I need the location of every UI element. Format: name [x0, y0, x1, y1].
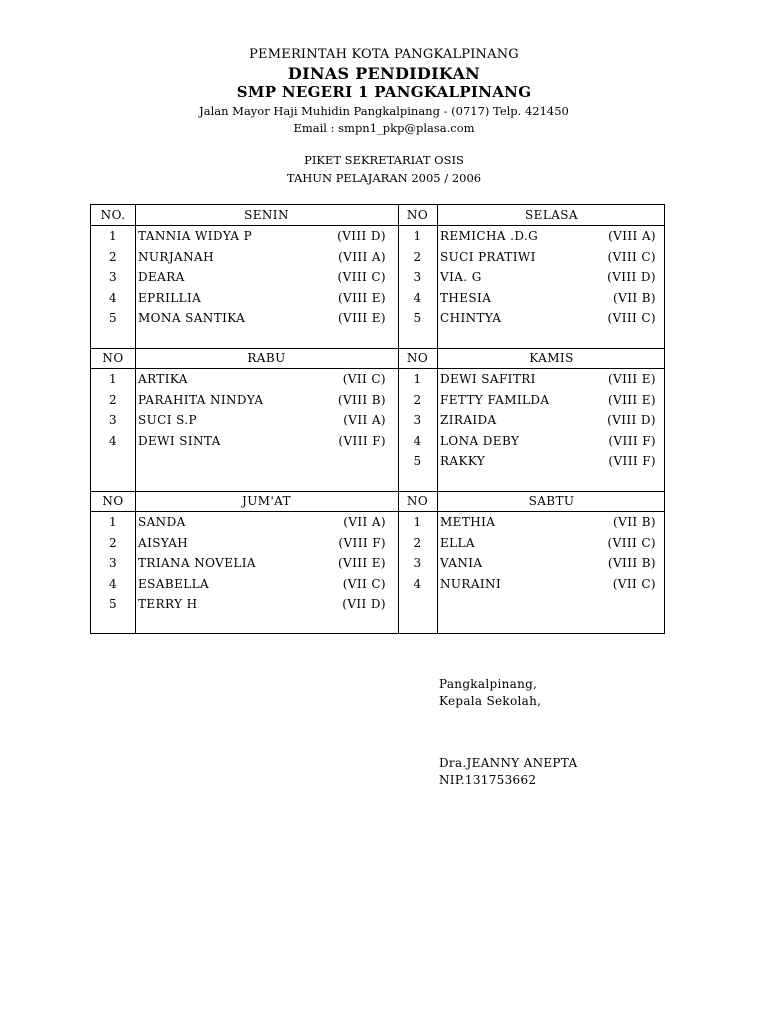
row-number: 2 — [108, 249, 118, 264]
student-class: (VIII F) — [608, 454, 656, 468]
student-class: (VIII F) — [338, 433, 386, 448]
student-class: (VIII E) — [607, 372, 656, 386]
day-header-selasa: SELASA — [525, 208, 578, 222]
student-class: (VIII C) — [337, 270, 386, 284]
student-class: (VIII B) — [607, 556, 656, 570]
government-name: PEMERINTAH KOTA PANGKALPINANG — [249, 47, 519, 62]
day-header-rabu: RABU — [247, 351, 286, 365]
duty-schedule-table — [90, 204, 665, 634]
row-number: 5 — [413, 311, 422, 325]
student-name: AISYAH — [138, 535, 189, 550]
row-number: 2 — [413, 392, 422, 407]
student-class: (VIII F) — [608, 433, 656, 448]
student-class: (VII D) — [342, 597, 386, 611]
row-number: 5 — [108, 311, 118, 325]
day-header-jumat: JUM'AT — [242, 494, 291, 508]
student-name: FETTY FAMILDA — [440, 392, 550, 407]
signature-name: Dra.JEANNY ANEPTA — [439, 756, 578, 770]
day-header-sabtu: SABTU — [528, 494, 575, 508]
no-column-header: NO — [102, 494, 124, 508]
row-divider — [91, 491, 664, 492]
student-name: TERRY H — [138, 597, 198, 611]
row-number: 4 — [413, 290, 422, 305]
student-name: THESIA — [440, 290, 492, 305]
student-class: (VIII D) — [337, 229, 386, 243]
row-number: 2 — [413, 249, 422, 264]
row-number: 3 — [108, 413, 118, 427]
student-name: CHINTYA — [440, 311, 502, 325]
student-name: DEWI SINTA — [138, 433, 221, 448]
column-divider — [437, 205, 438, 633]
row-number: 4 — [108, 290, 118, 305]
row-number: 3 — [413, 556, 422, 570]
student-name: DEWI SAFITRI — [440, 372, 536, 386]
student-name: ELLA — [440, 535, 475, 550]
school-address: Jalan Mayor Haji Muhidin Pangkalpinang - (0717) Telp. 421450 — [199, 104, 569, 118]
no-column-header: NO. — [100, 208, 126, 222]
column-divider — [135, 205, 136, 633]
row-number: 1 — [413, 229, 422, 243]
row-divider — [91, 368, 664, 369]
row-number: 4 — [413, 576, 422, 591]
student-name: TRIANA NOVELIA — [138, 556, 256, 570]
student-name: REMICHA .D.G — [440, 229, 539, 243]
student-class: (VII A) — [343, 515, 386, 529]
student-class: (VII C) — [342, 372, 386, 386]
student-class: (VIII E) — [607, 392, 656, 407]
row-number: 1 — [108, 372, 118, 386]
row-number: 5 — [108, 597, 118, 611]
student-class: (VIII C) — [607, 311, 656, 325]
student-name: ESABELLA — [138, 576, 210, 591]
student-name: RAKKY — [440, 454, 486, 468]
row-number: 2 — [108, 392, 118, 407]
no-column-header: NO — [406, 351, 429, 365]
student-class: (VII B) — [613, 290, 656, 305]
student-class: (VII B) — [613, 515, 656, 529]
student-class: (VIII A) — [608, 229, 656, 243]
student-class: (VIII D) — [607, 270, 656, 284]
student-name: VANIA — [440, 556, 483, 570]
signature-nip: NIP.131753662 — [439, 773, 537, 787]
student-name: NURAINI — [440, 576, 502, 591]
student-name: LONA DEBY — [440, 433, 520, 448]
student-name: PARAHITA NINDYA — [138, 392, 264, 407]
student-name: METHIA — [440, 515, 496, 529]
school-email: Email : smpn1_pkp@plasa.com — [293, 121, 475, 135]
document-title: PIKET SEKRETARIAT OSIS — [304, 153, 464, 167]
no-column-header: NO — [102, 351, 124, 365]
student-class: (VIII D) — [607, 413, 656, 427]
row-number: 3 — [108, 270, 118, 284]
student-name: SANDA — [138, 515, 186, 529]
day-header-kamis: KAMIS — [529, 351, 574, 365]
row-number: 2 — [413, 535, 422, 550]
row-divider — [91, 511, 664, 512]
row-number: 4 — [108, 576, 118, 591]
student-name: MONA SANTIKA — [138, 311, 246, 325]
student-name: SUCI PRATIWI — [440, 249, 536, 264]
student-name: SUCI S.P — [138, 413, 197, 427]
day-header-senin: SENIN — [244, 208, 289, 222]
student-name: EPRILLIA — [138, 290, 202, 305]
row-number: 2 — [108, 535, 118, 550]
row-number: 3 — [413, 270, 422, 284]
student-class: (VIII E) — [337, 290, 386, 305]
department-name: DINAS PENDIDIKAN — [287, 64, 481, 83]
row-number: 4 — [413, 433, 422, 448]
row-number: 5 — [413, 454, 422, 468]
student-class: (VIII B) — [337, 392, 386, 407]
student-name: TANNIA WIDYA P — [138, 229, 253, 243]
student-class: (VII A) — [343, 413, 386, 427]
row-number: 1 — [108, 515, 118, 529]
row-number: 4 — [108, 433, 118, 448]
student-name: DEARA — [138, 270, 185, 284]
row-number: 3 — [108, 556, 118, 570]
student-class: (VIII E) — [337, 311, 386, 325]
student-name: ARTIKA — [138, 372, 188, 386]
student-name: VIA. G — [440, 270, 482, 284]
academic-year: TAHUN PELAJARAN 2005 / 2006 — [286, 171, 482, 185]
student-class: (VIII C) — [607, 249, 656, 264]
student-name: NURJANAH — [138, 249, 214, 264]
no-column-header: NO — [406, 494, 429, 508]
signature-place: Pangkalpinang, — [439, 677, 538, 691]
student-class: (VIII C) — [607, 535, 656, 550]
student-class: (VII C) — [612, 576, 656, 591]
row-number: 1 — [108, 229, 118, 243]
row-number: 1 — [413, 515, 422, 529]
signature-role: Kepala Sekolah, — [439, 694, 542, 708]
student-class: (VIII E) — [337, 556, 386, 570]
student-class: (VIII F) — [338, 535, 386, 550]
row-divider — [91, 348, 664, 349]
no-column-header: NO — [406, 208, 429, 222]
school-name: SMP NEGERI 1 PANGKALPINANG — [236, 83, 532, 101]
row-number: 3 — [413, 413, 422, 427]
row-divider — [91, 225, 664, 226]
row-number: 1 — [413, 372, 422, 386]
student-class: (VII C) — [342, 576, 386, 591]
student-class: (VIII A) — [338, 249, 386, 264]
student-name: ZIRAIDA — [440, 413, 497, 427]
